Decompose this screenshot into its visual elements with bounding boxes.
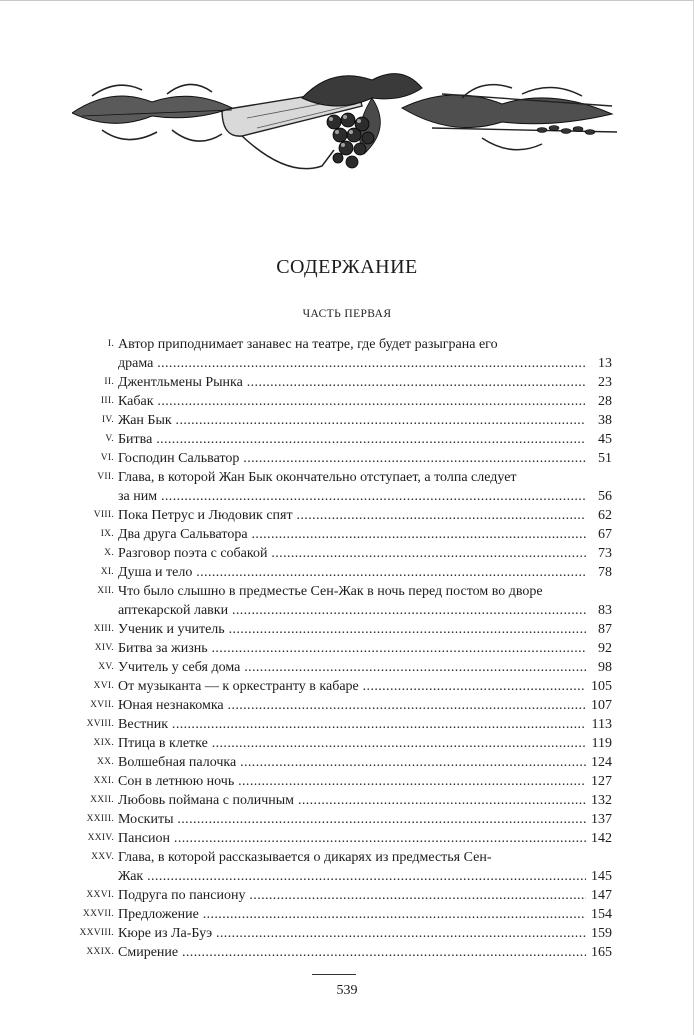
page-ref: 28 (598, 394, 612, 409)
table-of-contents (0, 335, 694, 962)
toc-entry (0, 544, 694, 563)
toc-entry (0, 506, 694, 525)
chapter-number: IV. (101, 415, 114, 425)
chapter-title: От музыканта — к оркестранту в кабаре ..... (118, 677, 586, 696)
page-number: 539 (336, 983, 358, 998)
page-ref: 113 (591, 717, 612, 732)
chapter-title: Джентльмены Рынка ..... (118, 373, 586, 392)
chapter-title: Господин Сальватор ..... (118, 449, 586, 468)
chapter-title-continued: драма ..... (118, 354, 586, 373)
chapter-title: Подруга по пансиону ..... (118, 886, 586, 905)
chapter-title: Учитель у себя дома ..... (118, 658, 586, 677)
chapter-title: Вестник ..... (118, 715, 586, 734)
chapter-title: Юная незнакомка ..... (118, 696, 586, 715)
chapter-title-continued: аптекарской лавки ..... (118, 601, 586, 620)
chapter-number: I. (107, 339, 114, 349)
page-ref: 145 (591, 869, 612, 884)
page-ref: 124 (591, 755, 612, 770)
page-ref: 51 (598, 451, 612, 466)
chapter-title: Любовь поймана с поличным ..... (118, 791, 586, 810)
toc-entry (0, 658, 694, 677)
chapter-title: Битва ..... (118, 430, 586, 449)
chapter-title: Кюре из Ла-Буэ ..... (118, 924, 586, 943)
page-top-edge (0, 0, 694, 1)
page-ref: 23 (598, 375, 612, 390)
chapter-number: XX. (97, 757, 114, 767)
page-ref: 62 (598, 508, 612, 523)
chapter-title-continued: за ним ..... (118, 487, 586, 506)
chapter-title: Глава, в которой Жан Бык окончательно отступает, а толпа следует (118, 470, 517, 485)
chapter-title: Два друга Сальватора ..... (118, 525, 586, 544)
chapter-number: XXII. (90, 795, 114, 805)
toc-entry (0, 449, 694, 468)
page-ref: 73 (598, 546, 612, 561)
chapter-title: Битва за жизнь ..... (118, 639, 586, 658)
chapter-number: XXVII. (82, 909, 114, 919)
toc-entry (0, 905, 694, 924)
chapter-number: III. (100, 396, 114, 406)
toc-entry (0, 734, 694, 753)
toc-entry (0, 525, 694, 544)
floral-vignette-icon (72, 58, 622, 188)
toc-entry (0, 753, 694, 772)
toc-entry (0, 848, 694, 886)
toc-entry (0, 791, 694, 810)
page-title: СОДЕРЖАНИЕ (276, 256, 418, 278)
page-ref: 45 (598, 432, 612, 447)
chapter-title: Глава, в которой рассказывается о дикарях из предместья Сен- (118, 850, 492, 865)
chapter-number: XV. (98, 662, 114, 672)
toc-entry (0, 563, 694, 582)
toc-entry (0, 886, 694, 905)
chapter-number: II. (104, 377, 114, 387)
footer-rule (312, 974, 356, 975)
toc-entry (0, 696, 694, 715)
toc-entry (0, 468, 694, 506)
chapter-number: VI. (100, 453, 114, 463)
chapter-number: VIII. (93, 510, 114, 520)
page-ref: 147 (591, 888, 612, 903)
toc-entry (0, 810, 694, 829)
chapter-number: V. (105, 434, 114, 444)
chapter-number: XI. (100, 567, 114, 577)
toc-entry (0, 772, 694, 791)
chapter-title: Птица в клетке ..... (118, 734, 586, 753)
chapter-number: XVII. (90, 700, 114, 710)
part-heading: ЧАСТЬ ПЕРВАЯ (302, 308, 392, 320)
chapter-number: VII. (97, 472, 114, 482)
toc-entry (0, 924, 694, 943)
page-ref: 87 (598, 622, 612, 637)
chapter-title: Автор приподнимает занавес на театре, где будет разыграна его (118, 337, 498, 352)
toc-entry (0, 715, 694, 734)
chapter-number: XIX. (93, 738, 114, 748)
chapter-title: Что было слышно в предместье Сен-Жак в ночь перед постом во дворе (118, 584, 543, 599)
page-ref: 38 (598, 413, 612, 428)
toc-entry (0, 943, 694, 962)
chapter-number: XII. (97, 586, 114, 596)
chapter-number: X. (104, 548, 114, 558)
toc-entry (0, 411, 694, 430)
chapter-title: Пока Петрус и Людовик спят ..... (118, 506, 586, 525)
toc-entry (0, 392, 694, 411)
chapter-number: XXVIII. (79, 928, 114, 938)
chapter-number: XIII. (93, 624, 114, 634)
chapter-number: XIV. (94, 643, 114, 653)
chapter-title: Разговор поэта с собакой ..... (118, 544, 586, 563)
toc-entry (0, 639, 694, 658)
page-ref: 142 (591, 831, 612, 846)
page-ref: 132 (591, 793, 612, 808)
toc-entry (0, 620, 694, 639)
page-ref: 78 (598, 565, 612, 580)
chapter-number: XXI. (93, 776, 114, 786)
chapter-title: Волшебная палочка ..... (118, 753, 586, 772)
chapter-title: Ученик и учитель ..... (118, 620, 586, 639)
page-ref: 13 (598, 356, 612, 371)
chapter-number: XXIX. (86, 947, 114, 957)
page-ref: 154 (591, 907, 612, 922)
chapter-number: XXV. (91, 852, 114, 862)
page-ref: 92 (598, 641, 612, 656)
chapter-title: Пансион ..... (118, 829, 586, 848)
page-ref: 107 (591, 698, 612, 713)
page-ref: 98 (598, 660, 612, 675)
toc-entry (0, 373, 694, 392)
chapter-number: XXIII. (86, 814, 114, 824)
chapter-number: XVIII. (86, 719, 114, 729)
chapter-title: Сон в летнюю ночь ..... (118, 772, 586, 791)
page-ref: 137 (591, 812, 612, 827)
chapter-title-continued: Жак ..... (118, 867, 586, 886)
chapter-number: IX. (100, 529, 114, 539)
page-ref: 56 (598, 489, 612, 504)
toc-entry (0, 335, 694, 373)
chapter-number: XXIV. (87, 833, 114, 843)
page-ref: 159 (591, 926, 612, 941)
toc-entry (0, 829, 694, 848)
chapter-title: Душа и тело ..... (118, 563, 586, 582)
page-ref: 165 (591, 945, 612, 960)
page-ref: 67 (598, 527, 612, 542)
page-ref: 119 (591, 736, 612, 751)
chapter-title: Кабак ..... (118, 392, 586, 411)
chapter-title: Предложение ..... (118, 905, 586, 924)
toc-entry (0, 582, 694, 620)
page-ref: 127 (591, 774, 612, 789)
chapter-number: XXVI. (86, 890, 114, 900)
page-ref: 83 (598, 603, 612, 618)
page-ref: 105 (591, 679, 612, 694)
chapter-number: XVI. (93, 681, 114, 691)
toc-entry (0, 677, 694, 696)
chapter-title: Смирение ..... (118, 943, 586, 962)
chapter-title: Жан Бык ..... (118, 411, 586, 430)
chapter-title: Москиты ..... (118, 810, 586, 829)
toc-entry (0, 430, 694, 449)
